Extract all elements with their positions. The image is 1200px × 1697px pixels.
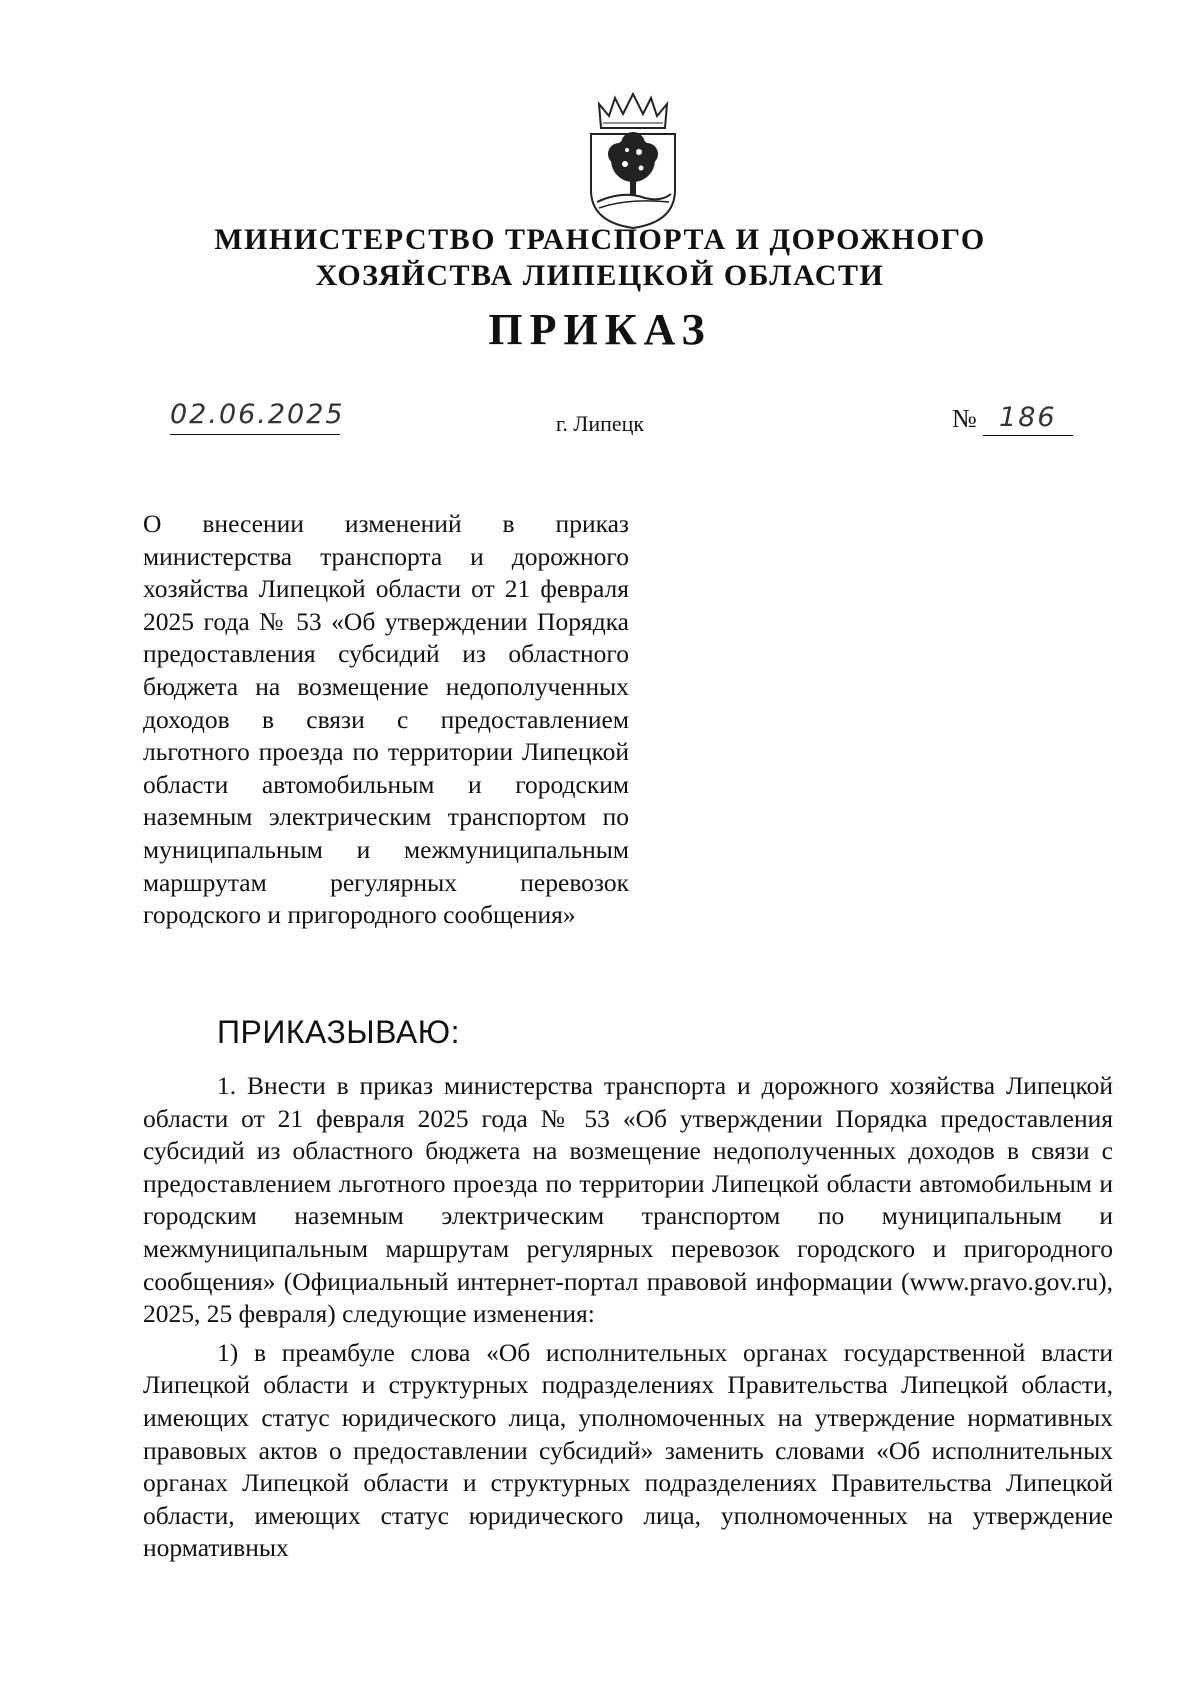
organization-name-line-2: ХОЗЯЙСТВА ЛИПЕЦКОЙ ОБЛАСТИ [315, 259, 885, 292]
document-subject: О внесении изменений в приказ министерства транспорта и дорожного хозяйства Липецкой области от 21 февраля 2025 года № 53 «Об утверждении Порядка предоставления субсидий из областного бюджета на возмещение недополученных доходов в связи с предоставлением льготного проезда по территории Липецкой области автомобильным и городским наземным электрическим транспортом по муниципальным и межмуниципальным маршрутам регулярных перевозок городского и пригородного сообщения» [143, 509, 629, 930]
document-number-block [952, 400, 1073, 436]
number-sign: № [952, 404, 977, 433]
coat-of-arms-icon [583, 90, 683, 230]
document-number-field [983, 401, 1073, 436]
order-directive-heading: ПРИКАЗЫВАЮ: [217, 1014, 460, 1050]
document-number: 186 [999, 402, 1057, 433]
document-body [143, 1070, 1113, 1571]
document-city: г. Липецк [555, 411, 645, 436]
document-date: 02.06.2025 [170, 399, 345, 430]
organization-name-line-1: МИНИСТЕРСТВО ТРАНСПОРТА И ДОРОЖНОГО [214, 223, 986, 256]
document-type-title: ПРИКАЗ [488, 305, 712, 354]
body-paragraph-1: 1. Внести в приказ министерства транспорта и дорожного хозяйства Липецкой области от 21 февраля 2025 года № 53 «Об утверждении Порядка предоставления субсидий из областного бюджета на возмещение недополученных доходов в связи с предоставлением льготного проезда по территории Липецкой области автомобильным и городским наземным электрическим транспортом по муниципальным и межмуниципальным маршрутам регулярных перевозок городского и пригородного сообщения» (Официальный интернет-портал правовой информации (www.pravo.gov.ru), 2025, 25 февраля) следующие изменения: [143, 1071, 1113, 1329]
organization-name [0, 222, 1200, 294]
body-paragraph-2: 1) в преамбуле слова «Об исполнительных органах государственной власти Липецкой области и структурных подразделениях Правительства Липецкой области, имеющих статус юридического лица, уполномоченных на утверждение нормативных правовых актов о предоставлении субсидий» заменить словами «Об исполнительных органах Липецкой области и структурных подразделениях Правительства Липецкой области, имеющих статус юридического лица, уполномоченных на утверждение нормативных [143, 1337, 1113, 1563]
